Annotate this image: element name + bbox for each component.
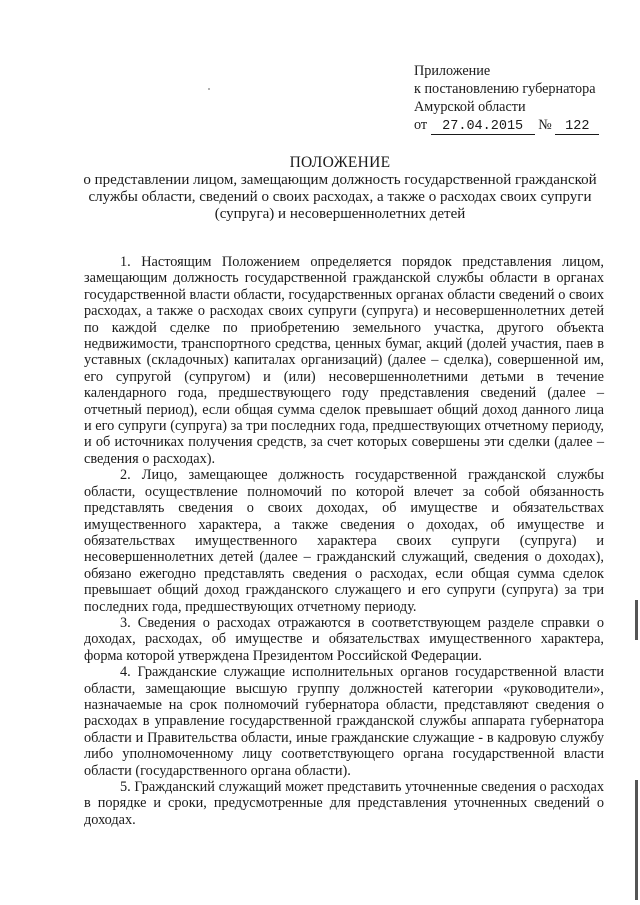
from-label: от xyxy=(414,117,428,133)
document-heading xyxy=(60,154,620,223)
scan-edge-mark xyxy=(635,780,638,900)
document-subtitle: о представлении лицом, замещающим должность государственной гражданской службы области, сведений о своих расходах, а также о расходах своих супруги (супруга) и несовершеннолетних детей xyxy=(83,172,597,222)
appendix-block xyxy=(414,62,624,135)
appendix-line: Амурской области xyxy=(414,99,526,115)
paragraph: 5. Гражданский служащий может представить уточненные сведения о расходах в порядке и сроки, предусмотренные для представления уточненных сведений о доходах. xyxy=(84,779,604,828)
paragraph: 3. Сведения о расходах отражаются в соответствующем разделе справки о доходах, расходах, об имуществе и обязательствах имущественного характера, форма которой утверждена Президентом Российской Федерации. xyxy=(84,614,604,664)
paragraph: 1. Настоящим Положением определяется порядок представления лицом, замещающим должность государственной гражданской службы области в органах государственной власти области, государственных органах области сведений о своих расходах, а также о расходах своих супруги (супруга) и несовершеннолетних детей по каждой сделке по приобретению земельного участка, другого объекта недвижимости, транспортного средства, ценных бумаг, акций (долей участия, паев в уставных (складочных) капиталах организаций) (далее – сделка), совершенной им, его супругой (супругом) и (или) несовершеннолетними детьми в течение календарного года, предшествующего году представления сведений (далее – отчетный период), если общая сумма сделок превышает общий доход данного лица и его супруги (супруга) за три последних года, предшествующих отчетному периоду, и об источниках получения средств, за счет которых совершены эти сделки (далее – сведения о расходах). xyxy=(84,254,604,467)
paragraph: 2. Лицо, замещающее должность государственной гражданской службы области, осуществление полномочий по которой влечет за собой обязанность представлять сведения о своих доходах, об имуществе и обязательствах имущественного характера, а также сведения о доходах, об имуществе и обязательствах имущественного характера своих супруги (супруга) и несовершеннолетних детей (далее – гражданский служащий, сведения о доходах), обязано ежегодно представлять сведения о расходах, если общая сумма сделок превышает общий доход гражданского служащего и его супруги (супруга) за три последних года, предшествующих отчетному периоду. xyxy=(84,467,604,615)
number-label: № xyxy=(538,117,552,133)
document-title: ПОЛОЖЕНИЕ xyxy=(289,154,391,171)
scan-speck xyxy=(208,88,210,90)
appendix-date-row xyxy=(414,116,624,135)
paragraph: 4. Гражданские служащие исполнительных органов государственной власти области, замещающие высшую группу должностей категории «руководители», назначаемые на срок полномочий губернатора области, представляют сведения о расходах в управление государственной гражданской службы аппарата губернатора области и Правительства области, иные гражданские служащие - в кадровую службу либо уполномоченному лицу соответствующего органа государственной власти области (государственного органа области). xyxy=(84,664,604,779)
decree-number: 122 xyxy=(555,120,599,135)
scan-edge-mark xyxy=(635,600,638,640)
document-body xyxy=(84,254,604,828)
appendix-line: к постановлению губернатора xyxy=(414,81,596,97)
decree-date: 27.04.2015 xyxy=(431,120,535,135)
appendix-line: Приложение xyxy=(414,63,491,79)
